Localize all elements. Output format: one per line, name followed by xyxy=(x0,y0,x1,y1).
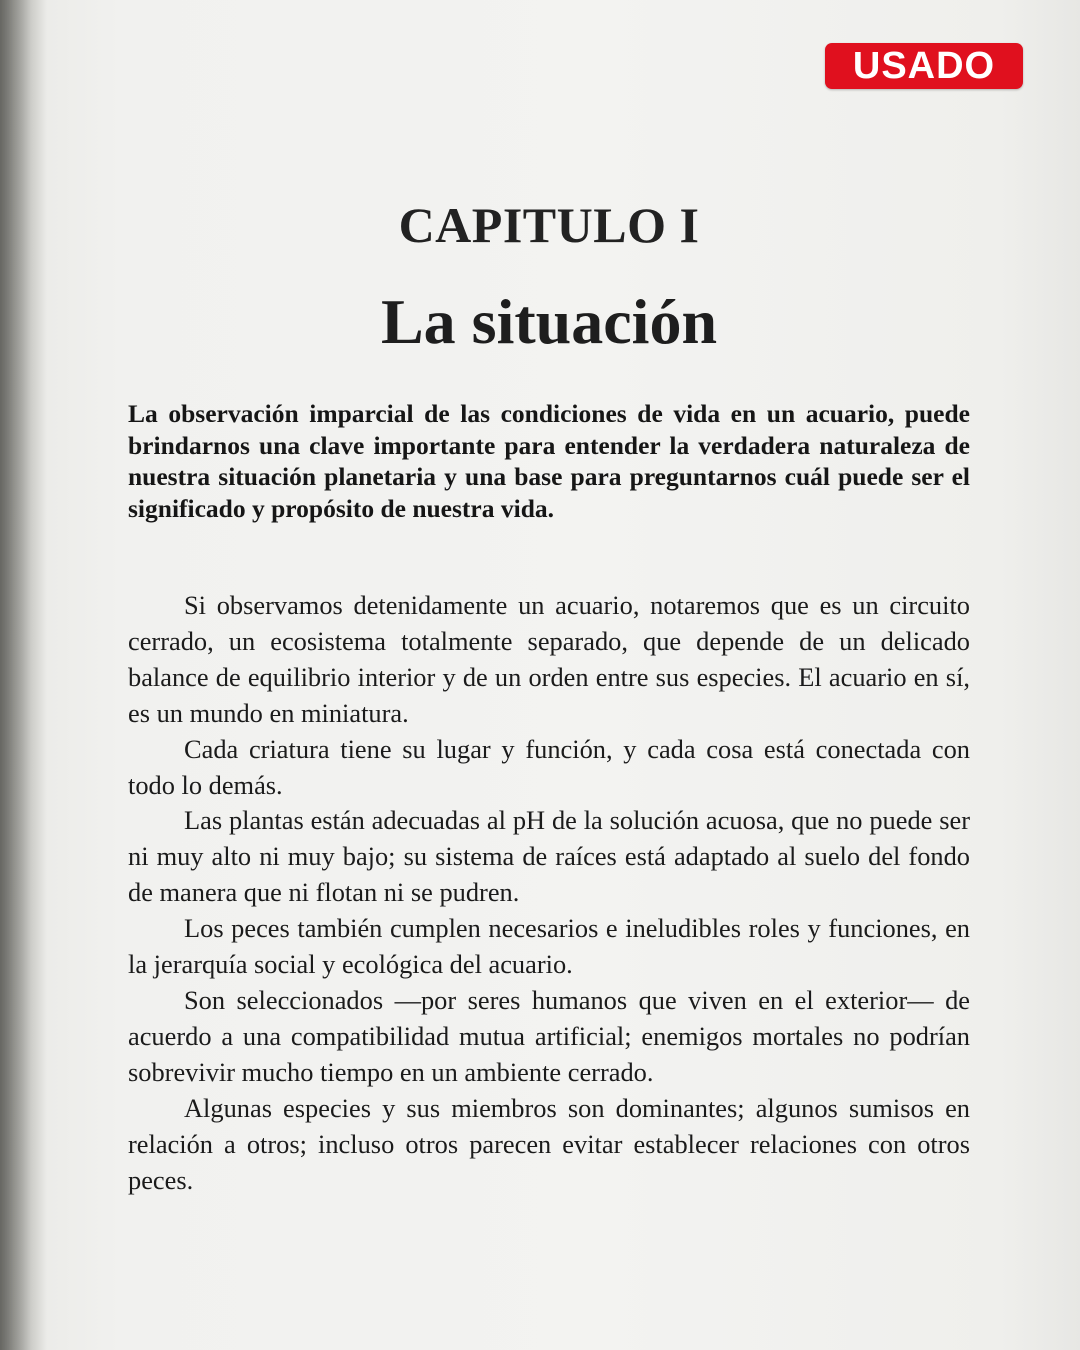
chapter-title: La situación xyxy=(380,286,718,357)
paragraph: Las plantas están adecuadas al pH de la solución acuosa, que no puede ser ni muy alto ni muy bajo; su sistema de raíces está adaptado al suelo del fondo de manera que ni flotan ni se pudren. xyxy=(128,805,970,908)
paragraph: Si observamos detenidamente un acuario, notaremos que es un circuito cerrado, un ecosistema totalmente separado, que depende de un delicado balance de equilibrio interior y de un orden entre sus especies. El acuario en sí, es un mundo en miniatura. xyxy=(128,590,970,728)
paragraph: Cada criatura tiene su lugar y función, y cada cosa está conectada con todo lo demás. xyxy=(128,733,970,800)
page-gutter-shadow xyxy=(0,0,46,1350)
lead-paragraph: La observación imparcial de las condiciones de vida en un acuario, puede brindarnos una clave importante para entender la verdadera naturaleza de nuestra situación planetaria y una base para preguntarnos cuál puede ser el significado y propósito de nuestra vida. xyxy=(128,399,970,523)
paragraph: Los peces también cumplen necesarios e ineludibles roles y funciones, en la jerarquía social y ecológica del acuario. xyxy=(128,913,970,980)
used-condition-badge: USADO xyxy=(825,43,1023,89)
body-text xyxy=(128,588,970,1198)
paragraph: Son seleccionados —por seres humanos que viven en el exterior— de acuerdo a una compatibilidad mutua artificial; enemigos mortales no podrían sobrevivir mucho tiempo en un ambiente cerrado. xyxy=(128,984,970,1087)
chapter-number-heading: CAPITULO I xyxy=(398,197,700,253)
paragraph: Algunas especies y sus miembros son dominantes; algunos sumisos en relación a otros; incluso otros parecen evitar establecer relaciones con otros peces. xyxy=(128,1092,970,1195)
